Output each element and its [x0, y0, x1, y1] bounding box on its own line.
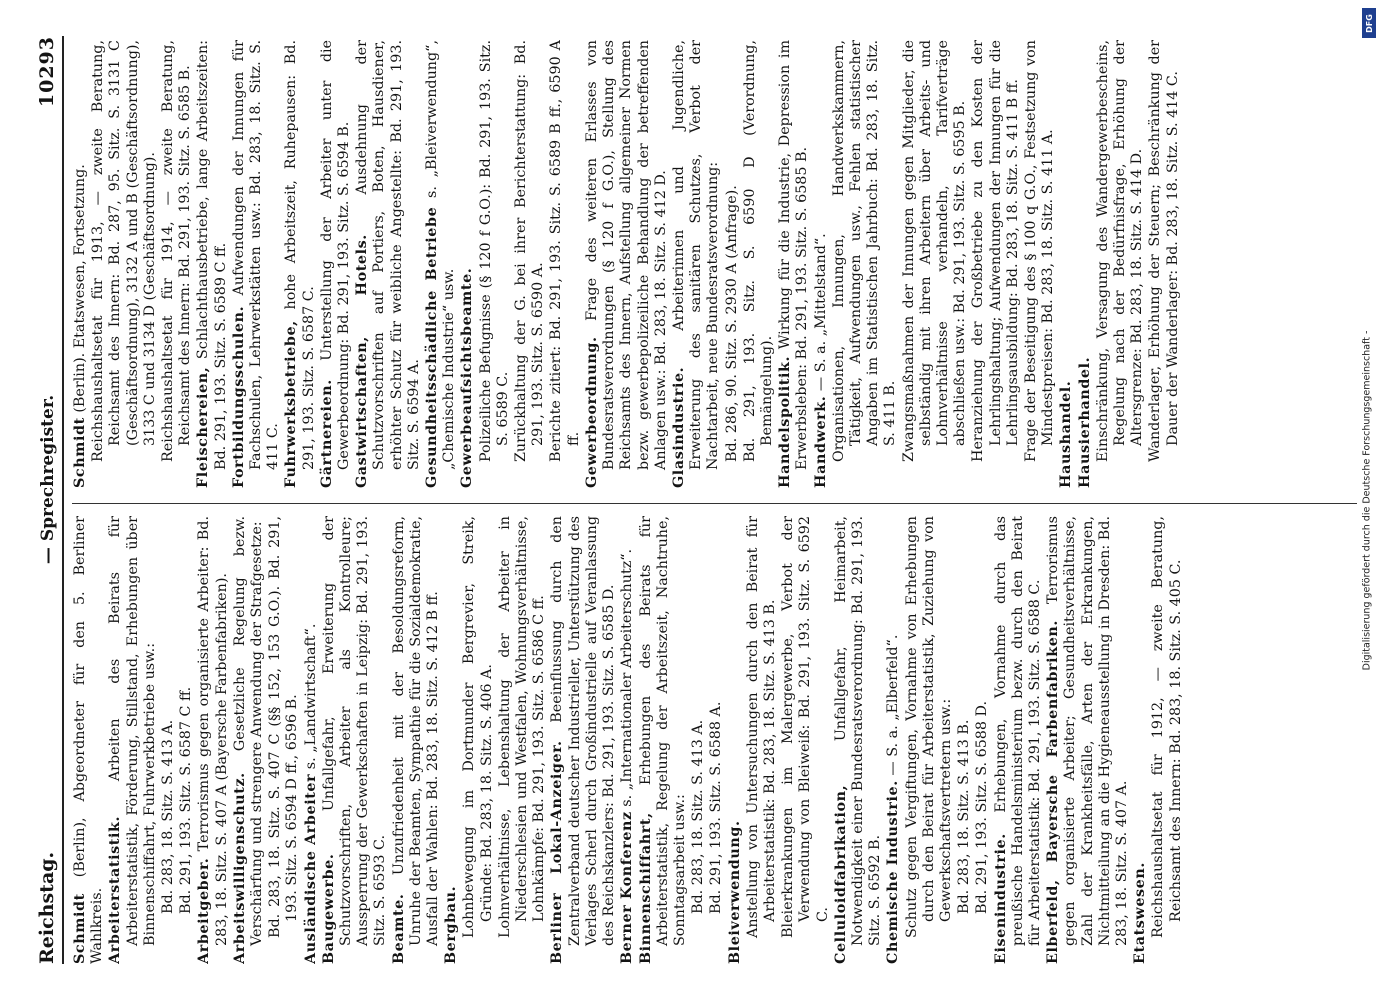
entry-text: Organisationen, Innungen, Handwerkskammern, Tätigkeit, Aufwendungen usw., Fehlen statistischer Angaben im Statistischen Jahrbuch: Bd. 283, 18. Sitz. S. 411 B. — [830, 40, 899, 462]
index-entry — [497, 516, 549, 964]
index-entry — [638, 516, 690, 964]
entry-text: Zurückhaltung der G. bei ihrer Berichterstattung: Bd. 291, 193. Sitz. S. 6590 A. — [513, 40, 547, 462]
entry-text: Bd. 283, 18. Sitz. S. 413 B. — [956, 719, 973, 914]
entry-text: Polizeiliche Befugnisse (§ 120 f G.O.): Bd. 291, 193. Sitz. S. 6589 C. — [477, 40, 511, 462]
page-number: 10293 — [36, 36, 58, 108]
header-title: Reichstag. — [36, 851, 58, 964]
entry-text: Gesetzliche Regelung bezw. Verschärfung und strengere Anwendung der Strafgesetze: — [231, 516, 266, 946]
entry-keyword: Gärtnereien. — [318, 379, 335, 488]
entry-keyword: Arbeiterstatistik. — [107, 815, 124, 964]
index-entry — [513, 40, 547, 488]
index-entry — [232, 516, 266, 964]
entry-text: Unfallgefahr, Heimarbeit, Notwendigkeit einer Bundesratsverordnung: Bd. 291, 193. Sitz. S. 6592 B. — [832, 516, 884, 946]
index-entry — [831, 40, 900, 488]
entry-text: Beeinflussung durch den Zentralverband deutscher Industrieller, Unterstützung des Verlages Scherl durch Großindustrielle auf Veranlassung des Reichskanzlers: Bd. 291, 193. Sitz. S. 6585 D. — [549, 516, 618, 946]
entry-text: Frage der Beseitigung des § 100 q G.O., Festsetzung von Mindestpreisen: Bd. 283, 18. Sitz. S. 411 A. — [1022, 40, 1057, 462]
index-entry — [196, 516, 230, 964]
index-entry — [584, 40, 670, 488]
entry-text: — S. a. „Mittelstand“. — [812, 233, 829, 396]
index-entry — [1095, 40, 1147, 488]
entry-text: hohe Arbeitszeit, Ruhepausen: Bd. 291, 193. Sitz. S. 6587 C. — [283, 40, 317, 470]
entry-keyword: Baugewerbe. — [320, 853, 337, 964]
entry-text: Bleierkrankungen im Malergewerbe, Verbot der Verwendung von Bleiweiß: Bd. 291, 193. Sitz. S. 6592 C. — [780, 516, 831, 938]
index-entry — [619, 516, 636, 964]
entry-text: Zwangsmaßnahmen der Innungen gegen Mitglieder, die selbständig mit ihren Arbeitern über Arbeits- und Lohnverhältnisse verhandeln, Tarifverträge abschließen usw.: Bd. 291, 193. Sitz. S. 6595 B. — [900, 40, 969, 462]
index-entry — [548, 40, 582, 488]
entry-keyword: Glasindustrie. — [670, 366, 687, 488]
index-entry — [283, 40, 317, 488]
entry-keyword: Bleiverwendung. — [726, 820, 743, 964]
entry-keyword: Schmidt — [72, 893, 88, 964]
entry-text: Frage des weiteren Erlasses von Bundesratsverordnungen (§ 120 f G.O.), Stellung des Reichsamts des Innern, Aufstellung allgemeiner Normen bezw. gewerbepolizeiliche Behandlung der betreffenden Anlagen usw.: Bd. 283, 18. Sitz. S. 412 D. — [583, 40, 669, 470]
entry-text: Wirkung für die Industrie, Depression im Erwerbsleben: Bd. 291, 193. Sitz. S. 6585 B. — [777, 40, 811, 470]
index-entry — [160, 516, 177, 964]
entry-text: Lohnbewegung im Dortmunder Bergrevier, Streik, Gründe: Bd. 283, 18. Sitz. S. 406 A. — [461, 516, 495, 938]
index-entry — [195, 40, 229, 488]
index-entry — [549, 516, 618, 964]
digitization-note — [1356, 10, 1378, 990]
entry-text: Lohnverhältnisse, Lebenshaltung der Arbeiter in Niederschlesien und Westfalen, Wohnungsverhältnisse, Lohnkämpfe: Bd. 291, 193. Sitz. S. 6586 C ff. — [496, 516, 548, 938]
entry-text: Erhebungen, Vornahme durch das preußische Handelsministerium bezw. durch den Beirat für Arbeiterstatistik: Bd. 291, 193. Sitz. S. 6588 C. — [992, 516, 1043, 946]
index-entry — [833, 516, 885, 964]
entry-text: Terrorismus gegen organisierte Arbeiter: Bd. 283, 18. Sitz. S. 407 A (Bayersche Farbenfabriken). — [196, 516, 230, 946]
entry-keyword: Handwerk. — [812, 395, 829, 488]
index-entry — [690, 516, 707, 964]
entry-keyword: Chemische Industrie. — [885, 780, 902, 964]
index-entry — [1077, 40, 1094, 488]
index-entry — [1147, 40, 1181, 488]
column-divider — [72, 503, 1357, 504]
entry-text: Erhebungen des Beirats für Arbeiterstatistik, Regelung der Arbeitszeit, Nachtruhe, Sonntagsarbeit usw.: — [637, 516, 688, 946]
index-entry — [90, 40, 159, 488]
dfg-logo-text: DFG — [1364, 13, 1374, 33]
index-entry — [267, 516, 301, 964]
index-entry — [231, 40, 283, 488]
entry-text: Aufwendungen der Innungen für Fachschulen, Lehrwerkstätten usw.: Bd. 283, 18. Sitz. S. 411 C. — [230, 40, 282, 470]
entry-keyword: Arbeitgeber. — [196, 857, 213, 964]
index-entry — [974, 516, 991, 964]
entry-keyword: Beamte. — [390, 893, 407, 964]
entry-text: Bd. 286, 90. Sitz. S. 2930 A (Anfrage). — [723, 185, 740, 462]
index-entry — [956, 516, 973, 964]
index-entry — [459, 40, 476, 488]
left-column — [72, 516, 1363, 964]
index-entry — [354, 40, 423, 488]
entry-text: Bd. 283, 18. Sitz. S. 413 A. — [160, 719, 177, 914]
index-entry — [1058, 40, 1075, 488]
index-entry — [321, 516, 390, 964]
index-entry — [970, 40, 1022, 488]
index-entry — [72, 40, 89, 488]
entry-keyword: Binnenschiffahrt, — [637, 812, 654, 964]
index-entry — [813, 40, 830, 488]
entry-text: Berichte zitiert: Bd. 291, 193. Sitz. S. 6589 B ff., 6590 A ff. — [548, 40, 582, 462]
entry-text: s. „Bleiverwendung“, „Chemische Industrie“ usw. — [424, 40, 458, 470]
entry-text: Ausdehnung der Schutzvorschriften auf Portiers, Boten, Hausdiener, erhöhter Schutz für weibliche Angestellte: Bd. 291, 193. Sitz. S. 6594 A. — [354, 40, 422, 470]
entry-keyword: Berner Konferenz — [619, 811, 636, 964]
entry-keyword: Bergbau. — [443, 885, 460, 964]
dfg-logo — [1362, 8, 1376, 38]
right-column — [72, 40, 1363, 488]
entry-keyword: Gesundheitsschädliche Betriebe — [424, 206, 441, 488]
entry-keyword: Berliner Lokal-Anzeiger. — [549, 740, 566, 964]
index-entry — [671, 40, 723, 488]
entry-text: Reichshaushaltsetat für 1912, — zweite Beratung, Reichsamt des Innern: Bd. 283, 18. Sitz. S. 405 C. — [1150, 516, 1184, 938]
entry-keyword: Fuhrwerksbetriebe, — [283, 320, 300, 488]
index-entry — [885, 516, 902, 964]
index-entry — [742, 40, 776, 488]
index-entry — [424, 40, 458, 488]
index-entry — [901, 40, 970, 488]
entry-keyword: Fortbildungsschulen. — [230, 305, 247, 488]
entry-text: Unterstellung der Arbeiter unter die Gewerbeordnung: Bd. 291, 193. Sitz. S. 6594 B. — [318, 40, 353, 470]
entry-text: (Berlin), Abgeordneter für den 5. Berliner Wahlkreis. — [72, 516, 106, 964]
entry-keyword: Gastwirtschaften, Hotels. — [354, 234, 371, 488]
index-entry — [319, 40, 353, 488]
index-entry — [777, 40, 811, 488]
entry-keyword: Elberfeld, Bayersche Farbenfabriken. — [1045, 620, 1062, 964]
index-entry — [745, 516, 779, 964]
entry-text: Schutz gegen Vergiftungen, Vornahme von Erhebungen durch den Beirat für Arbeiterstatistik, Zuziehung von Gewerkschaftsvertretern usw.: — [903, 516, 954, 938]
entry-keyword: Gewerbeordnung. — [583, 336, 600, 488]
entry-keyword: Eisenindustrie. — [992, 833, 1009, 964]
entry-text: Reichshaushaltsetat für 1914, — zweite Beratung, Reichsamt des Innern: Bd. 291, 193. Sitz. S. 6585 B. — [160, 40, 194, 462]
index-entry — [708, 516, 725, 964]
entry-keyword: Fleischereien, — [195, 366, 212, 488]
entry-text: Arbeiterinnen und Jugendliche, Erweiterung des sanitären Schutzes, Verbot der Nachtarbeit, neue Bundesratsverordnung: — [670, 40, 722, 470]
index-entry — [1045, 516, 1131, 964]
entry-text: Unzufriedenheit mit der Besoldungsreform, Unruhe der Beamten, Sympathie für die Sozialdemokratie, Ausfall der Wahlen: Bd. 283, 18. Sitz. S. 412 B ff. — [390, 516, 442, 946]
index-entry — [303, 516, 320, 964]
entry-text: — S. a. „Elberfeld“. — [885, 634, 902, 781]
entry-text: Bd. 291, 193. Sitz. S. 6587 C ff. — [178, 686, 195, 914]
index-entry — [478, 40, 512, 488]
entry-keyword: Arbeitswilligenschutz. — [231, 772, 248, 964]
index-entry — [993, 516, 1045, 964]
entry-keyword: Ausländische Arbeiter — [302, 773, 319, 964]
index-entry — [160, 40, 194, 488]
index-entry — [461, 516, 495, 964]
entry-text: Bd. 291, 193. Sitz. S. 6588 D. — [974, 700, 991, 914]
entry-text: Terrorismus gegen organisierte Arbeiter; Gesundheitsverhältnisse, Zahl der Krankheitsfälle, Arten der Erkrankungen, Nichtmitteilung an die Hygieneausstellung in Dresden: Bd. 283, 18. Sitz. S. 407 A. — [1045, 516, 1130, 946]
entry-text: Einschränkung, Versagung des Wandergewerbescheins, Regelung nach der Bedürfnisfrage, Erhöhung der Altersgrenze: Bd. 283, 18. Sitz. S. 414 D. — [1094, 40, 1146, 462]
header-subtitle: — Sprechregister. — [38, 394, 58, 565]
entry-text: Bd. 283, 18. Sitz. S. 413 A. — [690, 719, 707, 914]
entry-text: Wanderlager, Erhöhung der Steuern; Beschränkung der Dauer der Wanderlager: Bd. 283, 18. Sitz. S. 414 C. — [1147, 40, 1181, 462]
index-entry — [107, 516, 159, 964]
index-entry — [724, 40, 741, 488]
index-entry — [727, 516, 744, 964]
index-entry — [1150, 516, 1184, 964]
index-entry — [1023, 40, 1057, 488]
entry-text: (Berlin). Etatswesen, Fortsetzung. — [72, 164, 88, 418]
entry-keyword: Etatswesen. — [1132, 862, 1149, 964]
index-entry — [391, 516, 443, 964]
entry-keyword: Haushandel. — [1058, 380, 1075, 488]
header-rule — [62, 36, 64, 964]
entry-text: Bd. 291, 193. Sitz. S. 6590 D (Verordnung, Bemängelung). — [741, 40, 775, 462]
entry-keyword: Handelspolitik. — [777, 355, 794, 488]
entry-text: Schlachthausbetriebe, lange Arbeitszeiten: Bd. 291, 193. Sitz. S. 6589 C ff. — [195, 40, 229, 470]
entry-keyword: Celluloidfabrikation, — [832, 784, 849, 964]
index-entry — [443, 516, 460, 964]
entry-text: Bd. 291, 193. Sitz. S. 6588 A. — [708, 701, 725, 914]
entry-text: Unfallgefahr, Erweiterung der Schutzvorschriften, Arbeiter als Kontrolleure; Aussperrung der Gewerkschaften in Leipzig: Bd. 291, 193. Sitz. S. 6593 C. — [320, 516, 389, 946]
entry-text: Heranziehung der Großbetriebe zu den Kosten der Lehrlingshaltung; Aufwendungen der Innungen für die Lehrlingsausbildung: Bd. 283, 18. Sitz. S. 411 B ff. — [970, 40, 1021, 462]
index-entry — [904, 516, 956, 964]
entry-keyword: Hausierhandel. — [1076, 356, 1093, 488]
index-entry — [72, 516, 106, 964]
entry-text: s. „Internationaler Arbeiterschutz“. — [619, 548, 636, 812]
entry-text: Reichshaushaltsetat für 1913, — zweite Beratung, Reichsamt des Innern: Bd. 287, 95. Sitz. S. 3131 C (Geschäftsordnung), 3132 A und B (Geschäftsordnung), 3133 C und 3134 D (Geschäftsordnung). — [90, 40, 158, 462]
entry-keyword: Gewerbeaufsichtsbeamte. — [459, 267, 476, 488]
index-entry — [780, 516, 832, 964]
entry-text: Arbeiten des Beirats für Arbeiterstatistik, Förderung, Stillstand, Erhebungen über Binnenschiffahrt, Fuhrwerkbetriebe usw.: — [107, 516, 158, 946]
index-entry — [1132, 516, 1149, 964]
page-header — [26, 36, 58, 964]
entry-text: Anstellung von Untersuchungen durch den Beirat für Arbeiterstatistik: Bd. 283, 18. Sitz. S. 413 B. — [744, 516, 778, 938]
index-entry — [178, 516, 195, 964]
entry-text: Bd. 283, 18. Sitz. S. 407 C (§§ 152, 153 G.O.). Bd. 291, 193. Sitz. S. 6594 D ff., 6596 B. — [267, 516, 301, 938]
entry-text: s. „Landwirtschaft“. — [302, 623, 319, 774]
digitization-note-text: Digitalisierung gefördert durch die Deutsche Forschungsgemeinschaft - — [1361, 330, 1373, 670]
entry-keyword: Schmidt — [72, 417, 88, 488]
